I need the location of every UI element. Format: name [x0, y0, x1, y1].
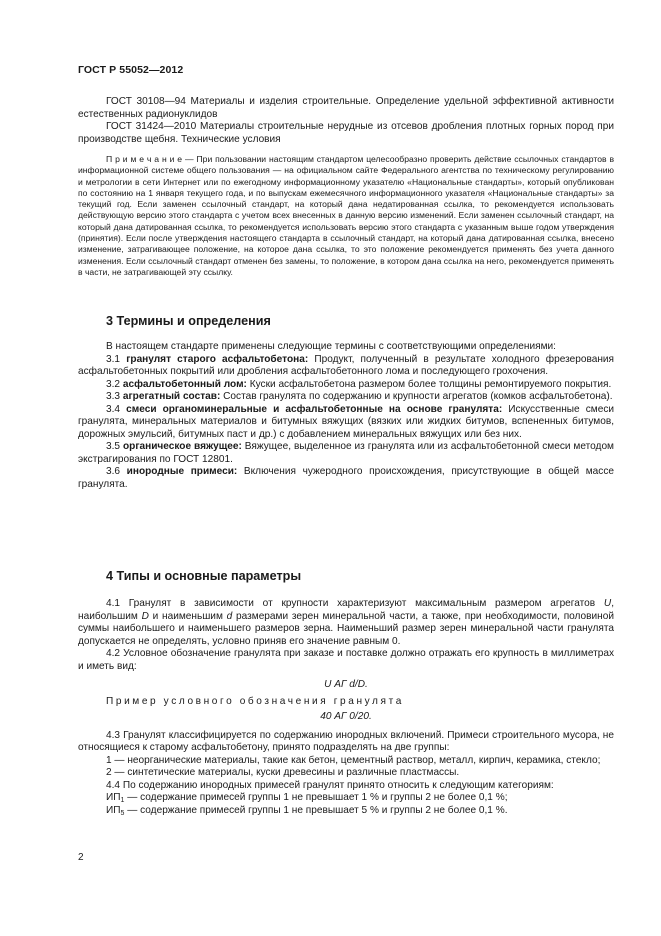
term-3-1: 3.1 гранулят старого асфальтобетона: Продукт, полученный в результате холодного фрезерования асфальтобетонных покрытий или дробления асфальтобетонного лома и последующего грохочения. — [78, 353, 614, 377]
note-text: При пользовании настоящим стандартом целесообразно проверить действие ссылочных стандартов в информационной системе общего пользования — на официальном сайте Федерального агентства по техническому регулированию и метрологии в сети Интернет или по ежегодному информационному указателю «Национальные стандарты», который опубликован по состоянию на 1 января текущего года, и по выпускам ежемесячного информационного указателя «Национальные стандарты» за текущий год. Если заменен ссылочный стандарт, на который дана недатированная ссылка, то рекомендуется использовать действующую версию этого стандарта с учетом всех внесенных в данную версию изменений. Если заменен ссылочный стандарт, на который дана датированная ссылка, то рекомендуется использовать версию этого стандарта с указанным выше годом утверждения (принятия). Если после утверждения настоящего стандарта в ссылочный стандарт, на который дана датированная ссылка, внесено изменение, затрагивающее положение, на которое дана ссылка, то это положение рекомендуется применять без учета данного изменения. Если ссылочный стандарт отменен без замены, то положение, в котором дана ссылка на него, рекомендуется применять в части, не затрагивающей эту ссылку. — [78, 154, 615, 277]
paragraph-4-2: 4.2 Условное обозначение гранулята при заказе и поставке должно отражать его крупность в миллиметрах и иметь вид: — [78, 648, 614, 672]
group-2: 2 — синтетические материалы, куски древесины и различные пластмассы. — [106, 767, 460, 778]
term-3-5: 3.5 органическое вяжущее: Вяжущее, выделенное из гранулята или из асфальтобетонной смеси методом экстрагирования по ГОСТ 12801. — [78, 441, 614, 465]
section-3 — [78, 313, 614, 329]
standard-code-header: ГОСТ Р 55052—2012 — [78, 64, 184, 76]
example-designation: 40 АГ 0/20. — [320, 711, 372, 722]
example-label: Пример условного обозначения гранулята — [106, 695, 404, 707]
reference-item: ГОСТ 31424—2010 Материалы строительные нерудные из отсевов дробления плотных горных пород при производстве щебня. Технические условия — [78, 121, 614, 145]
section-title: 4 Типы и основные параметры — [106, 569, 302, 583]
paragraph-4-1: 4.1 Гранулят в зависимости от крупности характеризуют максимальным размером агрегатов U, наибольшим D и наименьшим d размерами зерен минеральной части, а также, при необходимости, половиной суммы наибольшего и наименьшего размеров зерна. Наименьший размер зерен минеральной части гранулята допускается не определять, условно приняв его значение равным 0. — [78, 598, 615, 647]
designation-formula: U АГ d/D. — [324, 679, 368, 690]
section-3-body — [78, 341, 614, 491]
section-intro: В настоящем стандарте применены следующие термины с соответствующими определениями: — [106, 341, 556, 352]
term-3-3: 3.3 агрегатный состав: Состав гранулята по содержанию и крупности агрегатов (комков асфальтобетона). — [106, 391, 613, 402]
normative-references — [78, 96, 614, 146]
section-4-body — [78, 598, 614, 817]
paragraph-4-3: 4.3 Гранулят классифицируется по содержанию инородных включений. Примеси строительного мусора, не относящиеся к старому асфальтобетону, принято подразделять на две группы: — [78, 729, 614, 753]
group-1: 1 — неорганические материалы, такие как бетон, цементный раствор, металл, кирпич, керамика, стекло; — [106, 754, 601, 766]
category-ip1: $ИП_1$ — содержание примесей группы 1 не превышает 1 % и группы 2 не более 0,1 %; — [106, 792, 508, 804]
page-number: 2 — [78, 852, 84, 863]
section-title: 3 Термины и определения — [106, 314, 271, 328]
note-label: П р и м е ч а н и е — — [106, 154, 194, 164]
note-block — [78, 154, 614, 278]
category-ip5: $ИП_5$ — содержание примесей группы 1 не превышает 5 % и группы 2 не более 0,1 %. — [106, 804, 508, 817]
term-3-2: 3.2 асфальтобетонный лом: Куски асфальтобетона размером более толщины ремонтируемого покрытия. — [106, 378, 612, 390]
reference-item: ГОСТ 30108—94 Материалы и изделия строительные. Определение удельной эффективной активности естественных радионуклидов — [78, 96, 614, 120]
section-4 — [78, 568, 614, 584]
term-3-4: 3.4 смеси органоминеральные и асфальтобетонные на основе гранулята: Искусственные смеси гранулята, минеральных материалов и битумных вяжущих (вязких или жидких битумов, вспененных битумов, дорожных эмульсий, битумных паст и др.) с добавлением минеральных вяжущих или без них. — [78, 403, 615, 440]
paragraph-4-4: 4.4 По содержанию инородных примесей гранулят принято относить к следующим категориям: — [106, 779, 554, 791]
term-3-6: 3.6 инородные примеси: Включения чужеродного происхождения, присутствующие в общей массе гранулята. — [78, 466, 614, 490]
